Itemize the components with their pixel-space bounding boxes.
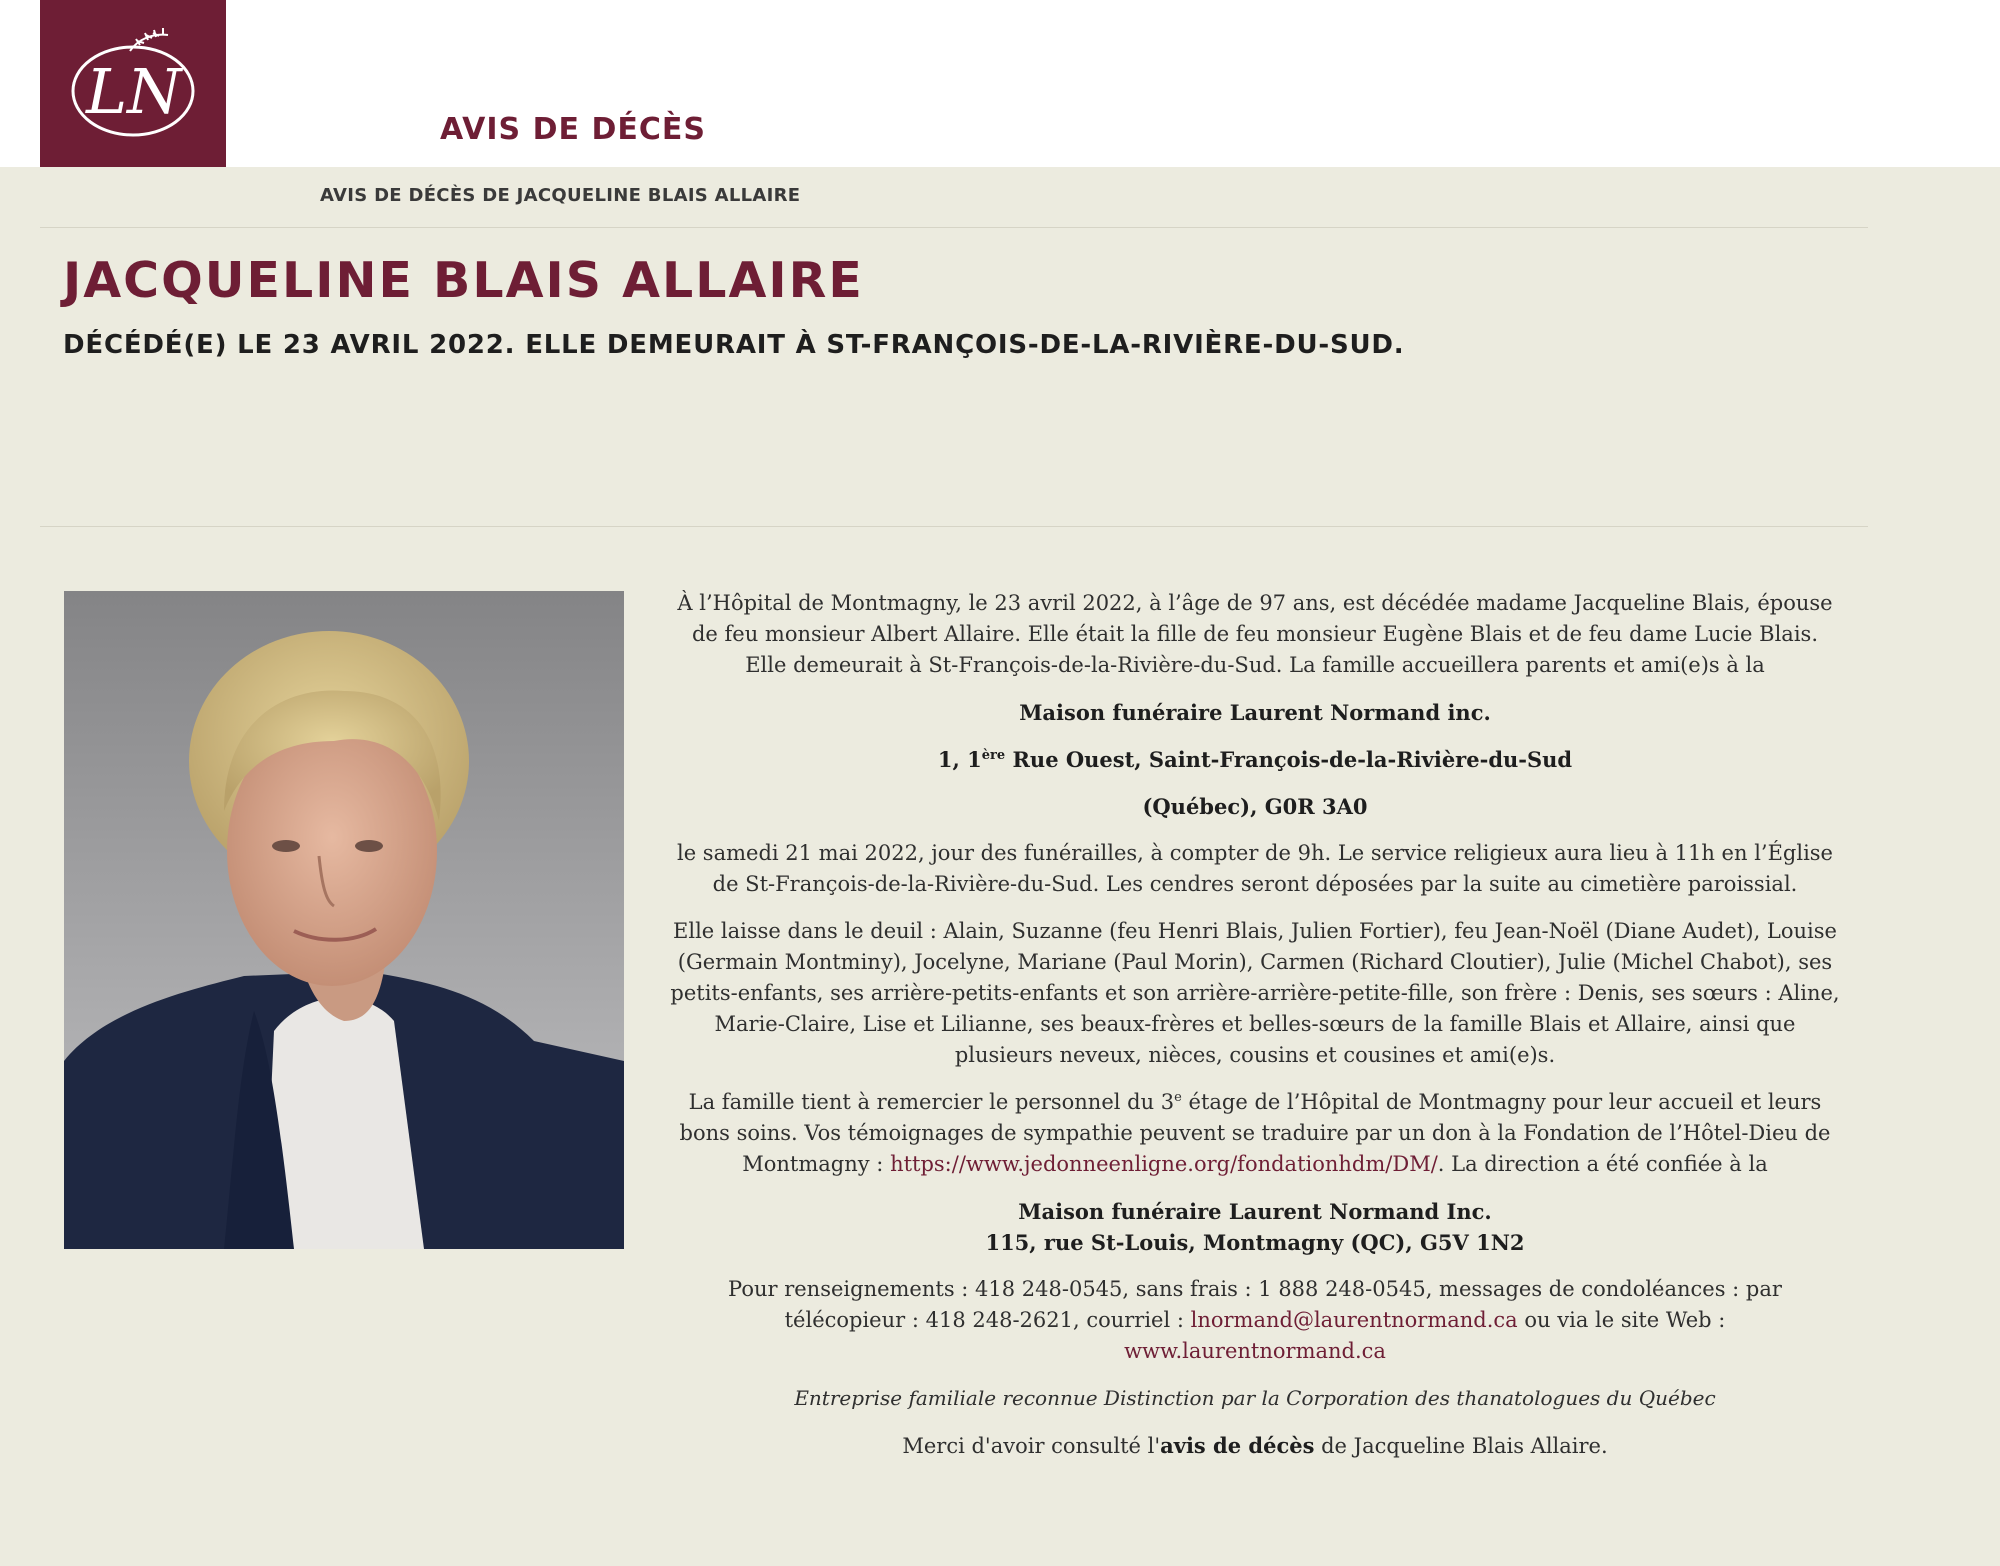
funeral-home-address: 1, 1ère Rue Ouest, Saint-François-de-la-Rivière-du-Sud [937, 747, 1573, 772]
divider [40, 526, 1868, 527]
nav-title-avis-de-deces[interactable]: AVIS DE DÉCÈS [440, 112, 706, 147]
donation-link[interactable]: https://www.jedonneenligne.org/fondationhdm/DM/ [890, 1152, 1438, 1176]
top-header [0, 0, 2000, 167]
obituary-text [670, 588, 1840, 1478]
ln-monogram-icon [58, 21, 208, 146]
funeral-home-name: Maison funéraire Laurent Normand inc. [1019, 700, 1491, 725]
distinction-text: Entreprise familiale reconnue Distinction par la Corporation des thanatologues du Québec [794, 1386, 1716, 1410]
divider [40, 227, 1868, 228]
service-paragraph: le samedi 21 mai 2022, jour des funérailles, à compter de 9h. Le service religieux aura lieu à 11h en l’Église de St-François-de-la-Rivière-du-Sud. Les cendres seront déposées par la suite au cimetière paroissial. [676, 841, 1833, 896]
thanks-paragraph: La famille tient à remercier le personnel du 3e étage de l’Hôpital de Montmagny pour leur accueil et leurs bons soins. Vos témoignages de sympathie peuvent se traduire par un don à la Fondation de l’Hôtel-Dieu de Montmagny : https://www.jedonneenligne.org/fondationhdm/DM/. La direction a été confiée à la [679, 1090, 1831, 1176]
email-link[interactable]: lnormand@laurentnormand.ca [1190, 1308, 1518, 1332]
site-logo[interactable] [40, 0, 226, 167]
svg-text:LN: LN [86, 55, 182, 128]
deceased-name: JACQUELINE BLAIS ALLAIRE [63, 252, 864, 309]
contact-paragraph: Pour renseignements : 418 248-0545, sans frais : 1 888 248-0545, messages de condoléances : par télécopieur : 418 248-2621, courriel : lnormand@laurentnormand.ca ou via le site Web : www.laurentnormand.ca [728, 1277, 1782, 1363]
intro-paragraph: À l’Hôpital de Montmagny, le 23 avril 2022, à l’âge de 97 ans, est décédée madame Jacqueline Blais, épouse de feu monsieur Albert Allaire. Elle était la fille de feu monsieur Eugène Blais et de feu dame Lucie Blais. Elle demeurait à St-François-de-la-Rivière-du-Sud. La famille accueillera parents et ami(e)s à la [677, 591, 1833, 677]
breadcrumb: AVIS DE DÉCÈS DE JACQUELINE BLAIS ALLAIRE [320, 185, 801, 206]
website-link[interactable]: www.laurentnormand.ca [1124, 1339, 1386, 1363]
funeral-home-2: Maison funéraire Laurent Normand Inc. 115, rue St-Louis, Montmagny (QC), G5V 1N2 [985, 1199, 1525, 1255]
thank-you-text: Merci d'avoir consulté l'avis de décès de Jacqueline Blais Allaire. [902, 1433, 1608, 1458]
funeral-home-postal: (Québec), G0R 3A0 [1142, 794, 1368, 819]
family-paragraph: Elle laisse dans le deuil : Alain, Suzanne (feu Henri Blais, Julien Fortier), feu Jean-Noël (Diane Audet), Louise (Germain Montminy), Jocelyne, Mariane (Paul Morin), Carmen (Richard Cloutier), Julie (Michel Chabot), ses petits-enfants, ses arrière-petits-enfants et son arrière-arrière-petite-fille, son frère : Denis, ses sœurs : Aline, Marie-Claire, Lise et Lilianne, ses beaux-frères et belles-sœurs de la famille Blais et Allaire, ainsi que plusieurs neveux, nièces, cousins et cousines et ami(e)s. [670, 919, 1840, 1067]
death-subtitle: DÉCÉDÉ(E) LE 23 AVRIL 2022. ELLE DEMEURAIT À ST-FRANÇOIS-DE-LA-RIVIÈRE-DU-SUD. [63, 330, 1405, 360]
portrait-photo [64, 591, 624, 1249]
